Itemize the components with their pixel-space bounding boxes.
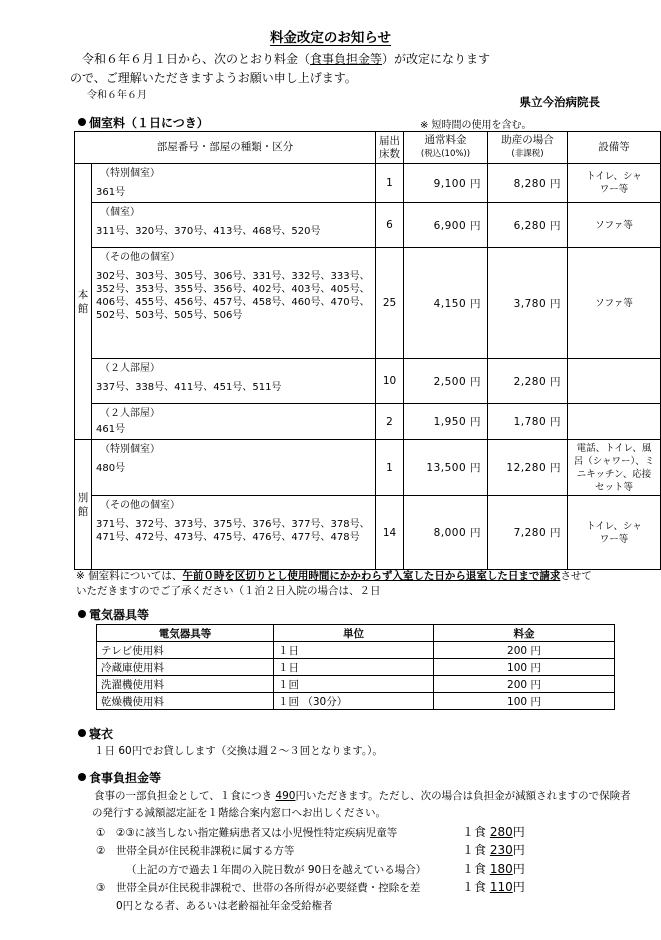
facilities-cell: ソファ等 (568, 248, 661, 359)
header-normal: 通常料金 (税込(10%)) (404, 132, 488, 164)
meal-item-label: ③ 世帯全員が住民税非課税で、世帯の各所得が必要経費・控除を差 (96, 882, 421, 894)
subsidy-fee-cell: 1,780 円 (488, 404, 568, 440)
facilities-cell: トイレ、シャワー等 (568, 496, 661, 570)
normal-fee-cell: 1,950 円 (404, 404, 488, 440)
unit-cell: １日 (274, 659, 434, 676)
table-row (97, 693, 615, 710)
signer: 県立今治病院長 (519, 95, 600, 109)
meal-item-label: （上記の方で過去１年間の入院日数が 90日を越えている場合） (126, 864, 427, 876)
notice-date: 令和６年６月 (87, 90, 147, 101)
meal-item-label: ① ②③に該当しない指定難病患者又は小児慢性特定疾病児童等 (96, 827, 398, 839)
room-section-heading: 個室料（１日につき） (78, 114, 209, 131)
subsidy-fee-cell: 7,280 円 (488, 496, 568, 570)
normal-fee-cell: 4,150 円 (404, 248, 488, 359)
subsidy-fee-cell: 3,780 円 (488, 248, 568, 359)
header-beds: 届出床数 (376, 132, 404, 164)
electric-fee-table (96, 624, 615, 710)
bullet-icon (78, 729, 86, 737)
room-cell: （その他の個室） 302号、303号、305号、306号、331号、332号、333号、352号、353号、355号、356号、402号、403号、405号、406号、455号、456号、457号、458号、460号、470号、502号、503号、505号、506号 (92, 248, 376, 359)
header-facilities: 設備等 (568, 132, 661, 164)
facilities-cell (568, 404, 661, 440)
electric-section-heading: 電気器具等 (78, 606, 149, 623)
table-row (97, 659, 615, 676)
beds-cell: 1 (376, 164, 404, 203)
item-cell: テレビ使用料 (97, 642, 274, 659)
building-annex: 別館 (75, 440, 92, 570)
table-header-row (97, 625, 615, 642)
beds-cell: 2 (376, 404, 404, 440)
page-title: 料金改定のお知らせ (269, 30, 392, 46)
subsidy-fee-cell: 2,280 円 (488, 359, 568, 404)
table-row (75, 164, 661, 203)
meal-item-continuation: 0円となる者、あるいは老齢福祉年金受給権者 (116, 900, 333, 912)
meal-item-price: １食 280円 (462, 825, 525, 839)
header-unit: 単位 (274, 625, 434, 642)
meal-item-label: ② 世帯全員が住民税非課税に属する方等 (96, 845, 295, 857)
facilities-cell: ソファ等 (568, 203, 661, 248)
table-row (97, 642, 615, 659)
table-row (75, 440, 661, 496)
unit-cell: １日 (274, 642, 434, 659)
bedding-text: １日 60円でお貸しします（交換は週２～３回となります。）。 (94, 745, 383, 757)
item-cell: 洗濯機使用料 (97, 676, 274, 693)
facilities-cell: トイレ、シャワー等 (568, 164, 661, 203)
beds-cell: 6 (376, 203, 404, 248)
room-section-note: ※ 短時間の使用を含む。 (420, 120, 532, 131)
header-fee: 料金 (434, 625, 615, 642)
room-cell: （特別個室） 361号 (92, 164, 376, 203)
table-row (97, 676, 615, 693)
intro-paragraph: 令和６年６月１日から、次のとおり料金（食事負担金等）が改定になります ので、ご理解いただきますようお願い申し上げます。 (70, 52, 491, 85)
table-row (75, 496, 661, 570)
header-subsidy: 助産の場合 (非課税) (488, 132, 568, 164)
unit-cell: １回 (274, 676, 434, 693)
room-cell: （その他の個室） 371号、372号、373号、375号、376号、377号、378号、471号、472号、473号、475号、476号、477号、478号 (92, 496, 376, 570)
meal-intro: 食事の一部負担金として、１食につき 490円いただきます。ただし、次の場合は負担金が減額されますので保険者の発行する減額認定証を１階総合案内窓口へお出しください。 (92, 790, 631, 819)
subsidy-fee-cell: 12,280 円 (488, 440, 568, 496)
room-cell: （個室） 311号、320号、370号、413号、468号、520号 (92, 203, 376, 248)
item-cell: 乾燥機使用料 (97, 693, 274, 710)
building-main: 本館 (75, 164, 92, 440)
meal-section-heading: 食事負担金等 (78, 769, 161, 786)
table-row (75, 404, 661, 440)
bullet-icon (78, 773, 86, 781)
facilities-cell (568, 359, 661, 404)
subsidy-fee-cell: 6,280 円 (488, 203, 568, 248)
fee-cell: 100 円 (434, 659, 615, 676)
beds-cell: 10 (376, 359, 404, 404)
room-cell: （２人部屋） 461号 (92, 404, 376, 440)
normal-fee-cell: 13,500 円 (404, 440, 488, 496)
header-room: 部屋番号・部屋の種類・区分 (75, 132, 376, 164)
facilities-cell: 電話、トイレ、風呂（シャワー）、ミニキッチン、応接セット等 (568, 440, 661, 496)
table-row (75, 248, 661, 359)
table-row (75, 359, 661, 404)
bullet-icon (78, 610, 86, 618)
normal-fee-cell: 6,900 円 (404, 203, 488, 248)
fee-cell: 200 円 (434, 642, 615, 659)
meal-item-price: １食 110円 (462, 880, 525, 894)
meal-item-price: １食 180円 (462, 862, 525, 876)
header-item: 電気器具等 (97, 625, 274, 642)
normal-fee-cell: 2,500 円 (404, 359, 488, 404)
fee-cell: 200 円 (434, 676, 615, 693)
beds-cell: 25 (376, 248, 404, 359)
subsidy-fee-cell: 8,280 円 (488, 164, 568, 203)
beds-cell: 1 (376, 440, 404, 496)
bullet-icon (78, 118, 86, 126)
normal-fee-cell: 8,000 円 (404, 496, 488, 570)
item-cell: 冷蔵庫使用料 (97, 659, 274, 676)
meal-item-price: １食 230円 (462, 843, 525, 857)
table-header-row (75, 132, 661, 164)
table-row (75, 203, 661, 248)
room-cell: （特別個室） 480号 (92, 440, 376, 496)
bedding-section-heading: 寝衣 (78, 725, 113, 742)
room-fee-table (74, 131, 661, 570)
room-footnote: ※ 個室料については、午前０時を区切りとし使用時間にかかわらず入室した日から退室した日まで請求させていただきますのでご了承ください（１泊２日入院の場合は、２日 (76, 570, 592, 597)
normal-fee-cell: 9,100 円 (404, 164, 488, 203)
unit-cell: １回 （30分） (274, 693, 434, 710)
room-cell: （２人部屋） 337号、338号、411号、451号、511号 (92, 359, 376, 404)
beds-cell: 14 (376, 496, 404, 570)
fee-cell: 100 円 (434, 693, 615, 710)
